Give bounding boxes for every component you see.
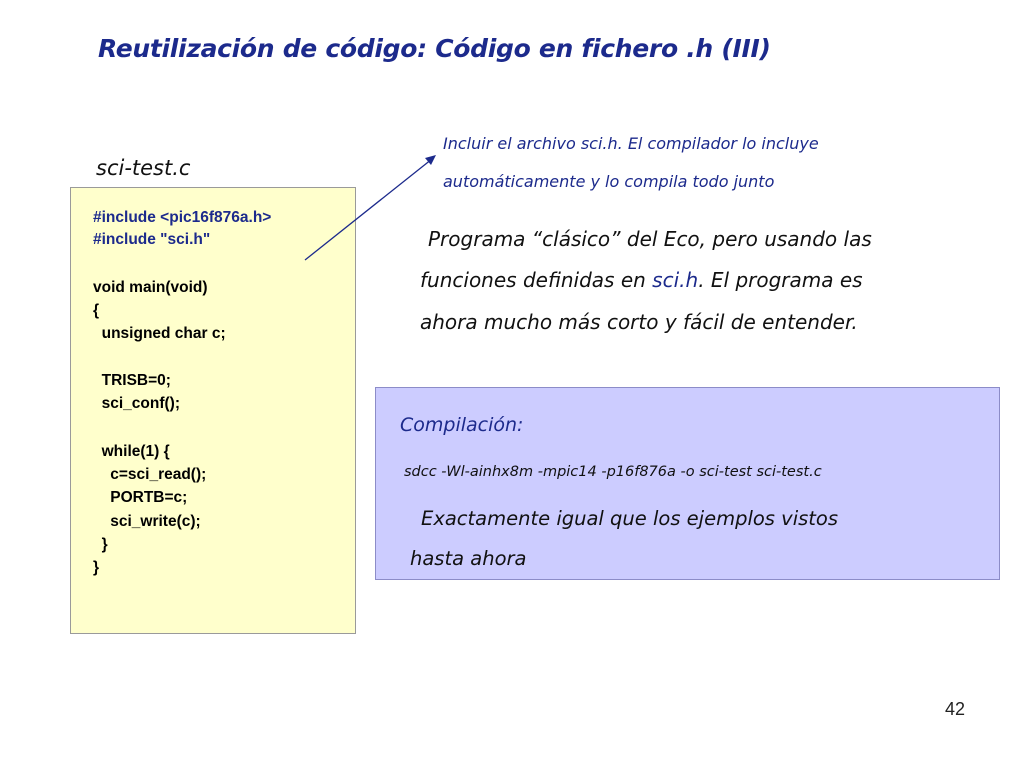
code-line: TRISB=0; — [93, 372, 171, 389]
compilation-note-line-1: Exactamente igual que los ejemplos vistos — [421, 507, 839, 530]
code-line: unsigned char c; — [93, 325, 226, 342]
code-line: sci_write(c); — [93, 513, 201, 530]
paragraph-text: funciones definidas en — [420, 268, 653, 292]
compile-command: sdcc -Wl-ainhx8m -mpic14 -p16f876a -o sci-test sci-test.c — [404, 464, 822, 480]
code-line: void main(void) — [93, 279, 208, 296]
page-number: 42 — [945, 699, 966, 719]
code-line: PORTB=c; — [93, 489, 188, 506]
slide-title: Reutilización de código: Código en fichero .h (III) — [98, 34, 771, 63]
code-line: while(1) { — [93, 443, 170, 460]
file-name-label: sci-test.c — [96, 156, 191, 180]
paragraph-text: . El programa es — [698, 268, 863, 292]
compilation-title: Compilación: — [400, 414, 524, 436]
paragraph-line-3: ahora mucho más corto y fácil de entender. — [420, 310, 858, 334]
code-line: { — [93, 302, 100, 319]
code-line: } — [93, 536, 108, 553]
code-line: #include "sci.h" — [93, 231, 211, 248]
code-line: } — [93, 559, 100, 576]
compilation-note-line-2: hasta ahora — [410, 547, 527, 570]
compilation-box — [375, 387, 1000, 580]
code-line: c=sci_read(); — [93, 466, 207, 483]
include-note-line-2: automáticamente y lo compila todo junto — [443, 172, 775, 191]
include-note-line-1: Incluir el archivo sci.h. El compilador lo incluye — [443, 134, 819, 153]
header-file-reference: sci.h — [652, 268, 699, 292]
paragraph-line-1: Programa “clásico” del Eco, pero usando las — [428, 227, 872, 251]
code-line: sci_conf(); — [93, 395, 180, 412]
paragraph-line-2 — [420, 268, 863, 292]
arrow-line — [305, 159, 432, 260]
code-line: #include <pic16f876a.h> — [93, 209, 272, 226]
